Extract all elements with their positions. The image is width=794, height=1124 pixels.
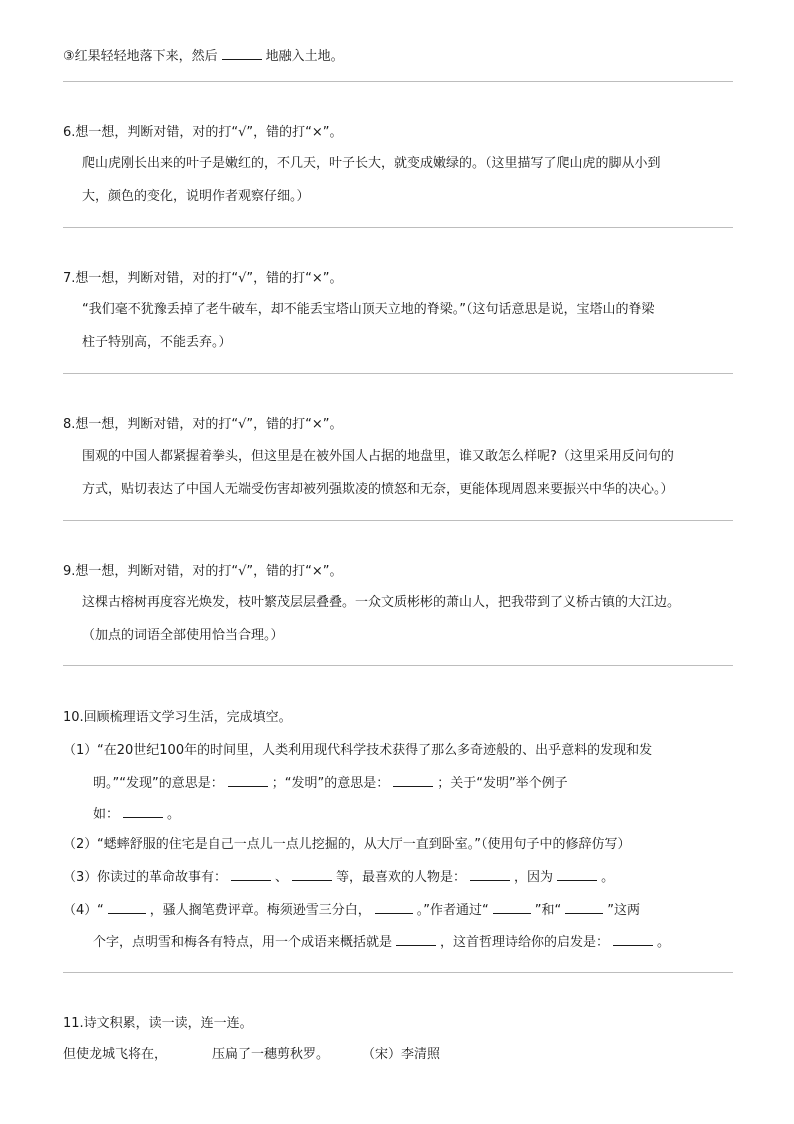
question-6-text-line-2: 大，颜色的变化，说明作者观察仔细。） xyxy=(82,189,310,204)
question-10-part-4-line-1 xyxy=(63,901,640,920)
divider xyxy=(63,227,733,228)
divider xyxy=(63,665,733,666)
part-1-text: 。 xyxy=(167,807,181,822)
question-9-text-line-2: （加点的词语全部使用恰当合理。） xyxy=(82,628,284,643)
part-4-text: ”和“ xyxy=(534,903,562,918)
part-4-text: ，骚人搁笔费评章。梅须逊雪三分白， xyxy=(149,903,371,918)
divider xyxy=(63,520,733,521)
part-4-text: ，这首哲理诗给你的启发是： xyxy=(440,935,610,950)
answer-blank[interactable] xyxy=(228,774,268,787)
part-number: （2） xyxy=(63,837,98,852)
answer-blank[interactable] xyxy=(292,868,332,881)
part-3-text: 。 xyxy=(601,870,615,885)
part-1-text: “在20世纪100年的时间里，人类利用现代科学技术获得了那么多奇迹般的、出乎意料的发现和发 xyxy=(97,743,653,758)
question-8-text-line-2: 方式，贴切表达了中国人无端受伤害却被列强欺凌的愤怒和无奈，更能体现周恩来要振兴中华的决心。） xyxy=(82,482,674,497)
question-9-text-line-1: 这棵古榕树再度容光焕发，枝叶繁茂层层叠叠。一众文质彬彬的萧山人，把我带到了义桥古镇的大江边。 xyxy=(82,595,681,610)
part-4-text: “ xyxy=(97,903,104,918)
question-10-part-4-line-2 xyxy=(93,933,670,952)
answer-blank[interactable] xyxy=(123,805,163,818)
question-10-part-3 xyxy=(63,868,614,887)
question-8-text-line-1: 围观的中国人都紧握着拳头，但这里是在被外国人占据的地盘里，谁又敢怎么样呢?（这里采用反问句的 xyxy=(82,449,674,464)
part-4-text: 个字，点明雪和梅各有特点，用一个成语来概括就是 xyxy=(93,935,393,950)
question-7-title: 7.想一想，判断对错，对的打“√”，错的打“×”。 xyxy=(63,271,343,286)
item3-prefix: ③红果轻轻地落下来，然后 xyxy=(63,49,218,64)
question-7-text-line-1: “我们毫不犹豫丢掉了老牛破车，却不能丢宝塔山顶天立地的脊梁。”（这句话意思是说，宝塔山的脊梁 xyxy=(82,302,655,317)
answer-blank[interactable] xyxy=(613,933,653,946)
answer-blank[interactable] xyxy=(393,774,433,787)
question-6-text-line-1: 爬山虎刚长出来的叶子是嫩红的，不几天，叶子长大，就变成嫩绿的。（这里描写了爬山虎的脚从小到 xyxy=(82,156,661,171)
question-11-title: 11.诗文积累，读一读，连一连。 xyxy=(63,1016,253,1031)
question-10-title: 10.回顾梳理语文学习生活，完成填空。 xyxy=(63,710,292,725)
answer-blank[interactable] xyxy=(470,868,510,881)
divider xyxy=(63,81,733,82)
answer-blank[interactable] xyxy=(557,868,597,881)
question-10-part-1-line-3 xyxy=(93,805,180,824)
part-1-text: ；“发明”的意思是： xyxy=(271,776,390,791)
part-number: （3） xyxy=(63,870,98,885)
part-4-text: ”这两 xyxy=(607,903,640,918)
part-1-text: ；关于“发明”举个例子 xyxy=(437,776,568,791)
question-10-part-1-line-2 xyxy=(93,774,568,793)
answer-blank[interactable] xyxy=(396,933,436,946)
part-3-text: ，因为 xyxy=(514,870,554,885)
part-3-text: 、 xyxy=(275,870,289,885)
answer-blank[interactable] xyxy=(108,901,146,914)
answer-blank[interactable] xyxy=(222,47,262,60)
answer-blank[interactable] xyxy=(565,901,603,914)
part-4-text: 。 xyxy=(657,935,671,950)
poem-match-col-2[interactable]: 压扁了一穗剪秋罗。 xyxy=(212,1047,330,1062)
answer-blank[interactable] xyxy=(231,868,271,881)
part-1-text: 明。”“发现”的意思是： xyxy=(93,776,224,791)
poem-match-col-3[interactable]: （宋）李清照 xyxy=(362,1047,441,1062)
question-7-text-line-2: 柱子特别高，不能丢弃。） xyxy=(82,335,232,350)
question-10-part-1-line-1 xyxy=(63,742,652,760)
part-3-text: 你读过的革命故事有： xyxy=(97,870,228,885)
answer-blank[interactable] xyxy=(493,901,531,914)
question-8-title: 8.想一想，判断对错，对的打“√”，错的打“×”。 xyxy=(63,417,343,432)
question-6-title: 6.想一想，判断对错，对的打“√”，错的打“×”。 xyxy=(63,125,343,140)
fill-in-item-3 xyxy=(63,47,344,66)
poem-match-col-1[interactable]: 但使龙城飞将在， xyxy=(63,1047,168,1062)
divider xyxy=(63,972,733,973)
divider xyxy=(63,373,733,374)
part-4-text: 。”作者通过“ xyxy=(416,903,489,918)
item3-suffix: 地融入土地。 xyxy=(265,49,344,64)
part-1-text: 如： xyxy=(93,807,120,822)
part-number: （1） xyxy=(63,743,98,758)
part-2-text: “蟋蟀舒服的住宅是自己一点儿一点儿挖掘的，从大厅一直到卧室。”（使用句子中的修辞仿写） xyxy=(97,837,631,852)
question-10-part-2 xyxy=(63,836,630,854)
part-3-text: 等，最喜欢的人物是： xyxy=(336,870,467,885)
part-number: （4） xyxy=(63,903,98,918)
answer-blank[interactable] xyxy=(375,901,413,914)
question-9-title: 9.想一想，判断对错，对的打“√”，错的打“×”。 xyxy=(63,564,343,579)
